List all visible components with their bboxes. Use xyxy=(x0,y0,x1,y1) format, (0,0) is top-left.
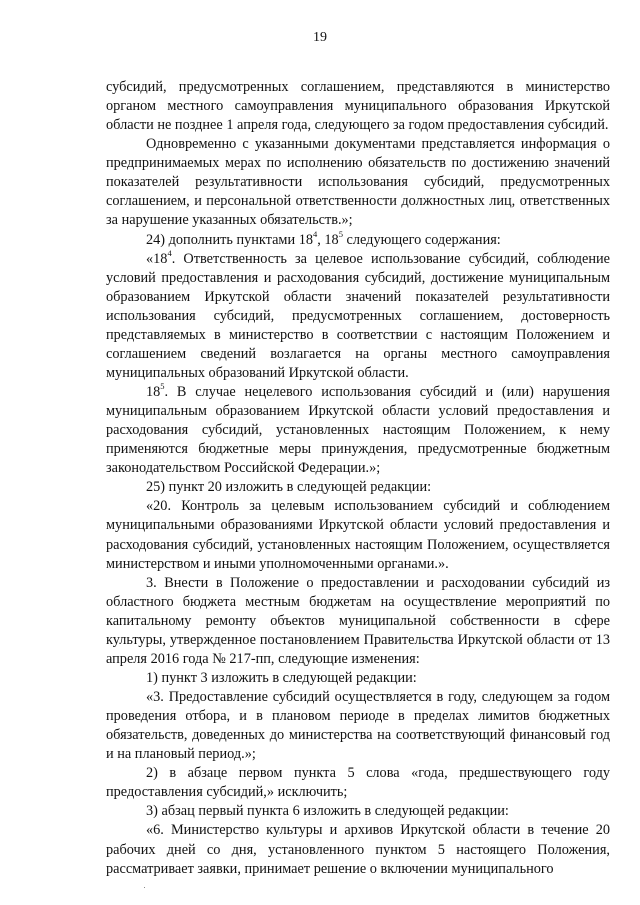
paragraph-5 xyxy=(106,383,610,478)
scan-mark xyxy=(144,887,145,888)
paragraph-3-superscript-1: 4 xyxy=(313,228,318,239)
paragraph-7: «20. Контроль за целевым использованием субсидий и соблюдением муниципальными образованиями Иркутской области условий предоставления и расходования субсидий, установленных настоящим Положением, осуществляется министерством и иными уполномоченными органами.». xyxy=(106,498,610,572)
paragraph-2: Одновременно с указанными документами представляется информация о предпринимаемых мерах по исполнению обязательств по достижению значений показателей результативности использования субсидий, предусмотренных соглашением, и персональной ответственности должностных лиц, ответственных за нарушение указанных обязательств.»; xyxy=(106,136,610,229)
paragraph-3-superscript-2: 5 xyxy=(338,228,343,239)
paragraph-9: 1) пункт 3 изложить в следующей редакции: xyxy=(146,669,417,686)
paragraph-5-superscript: 5 xyxy=(160,381,165,392)
paragraph-4 xyxy=(106,247,610,383)
paragraph-3-text-a: 24) дополнить пунктами 18 xyxy=(146,231,313,248)
paragraph-5-text-a: 18 xyxy=(146,384,161,400)
paragraph-13: «6. Министерство культуры и архивов Иркутской области в течение 20 рабочих дней со дня, установленного пунктом 5 настоящего Положения, рассматривает заявки, принимает решение о включении муниципального xyxy=(106,822,610,877)
paragraph-1: субсидий, предусмотренных соглашением, представляются в министерство органом местного самоуправления муниципального образования Иркутской области не позднее 1 апреля года, следующего за годом предоставления субсидий. xyxy=(106,79,610,134)
paragraph-3-text-b: , 18 xyxy=(317,231,339,248)
document-body xyxy=(106,78,610,879)
paragraph-11: 2) в абзаце первом пункта 5 слова «года, предшествующего году предоставления субсидий,» исключить; xyxy=(106,765,610,801)
paragraph-10: «3. Предоставление субсидий осуществляется в году, следующем за годом проведения отбора, и в плановом периоде в пределах лимитов бюджетных обязательств, доведенных до министерства на соответствующий финансовый год и на плановый период.»; xyxy=(106,689,610,763)
paragraph-3-text-c: следующего содержания: xyxy=(342,231,501,248)
paragraph-4-text-a: «18 xyxy=(146,250,168,267)
paragraph-4-text-b: . Ответственность за целевое использование субсидий, соблюдение условий предоставления и расходования субсидий, достижение муниципальным образованием Иркутской области значений показателей результативности использования субсидий, предусмотренных соглашением, достоверность представляемых в министерство в соответствии с настоящим Положением и соглашением сведений возлагается на органы местного самоуправления муниципальных образований Иркутской области. xyxy=(106,250,610,381)
paragraph-4-superscript: 4 xyxy=(167,247,172,258)
page-number: 19 xyxy=(313,30,327,45)
paragraph-3 xyxy=(106,228,610,250)
paragraph-8: 3. Внести в Положение о предоставлении и расходовании субсидий из областного бюджета местным бюджетам на осуществление мероприятий по капитальному ремонту объектов муниципальной собственности в сфере культуры, утвержденное постановлением Правительства Иркутской области от 13 апреля 2016 года № 217-пп, следующие изменения: xyxy=(106,574,610,667)
paragraph-5-text-b: . В случае нецелевого использования субсидий и (или) нарушения муниципальным образованием Иркутской области условий предоставления и расходования субсидий, установленных настоящим Положением, к нему применяются бюджетные меры принуждения, предусмотренные бюджетным законодательством Российской Федерации.»; xyxy=(106,384,610,477)
paragraph-6: 25) пункт 20 изложить в следующей редакции: xyxy=(146,479,432,496)
paragraph-12: 3) абзац первый пункта 6 изложить в следующей редакции: xyxy=(146,803,509,820)
